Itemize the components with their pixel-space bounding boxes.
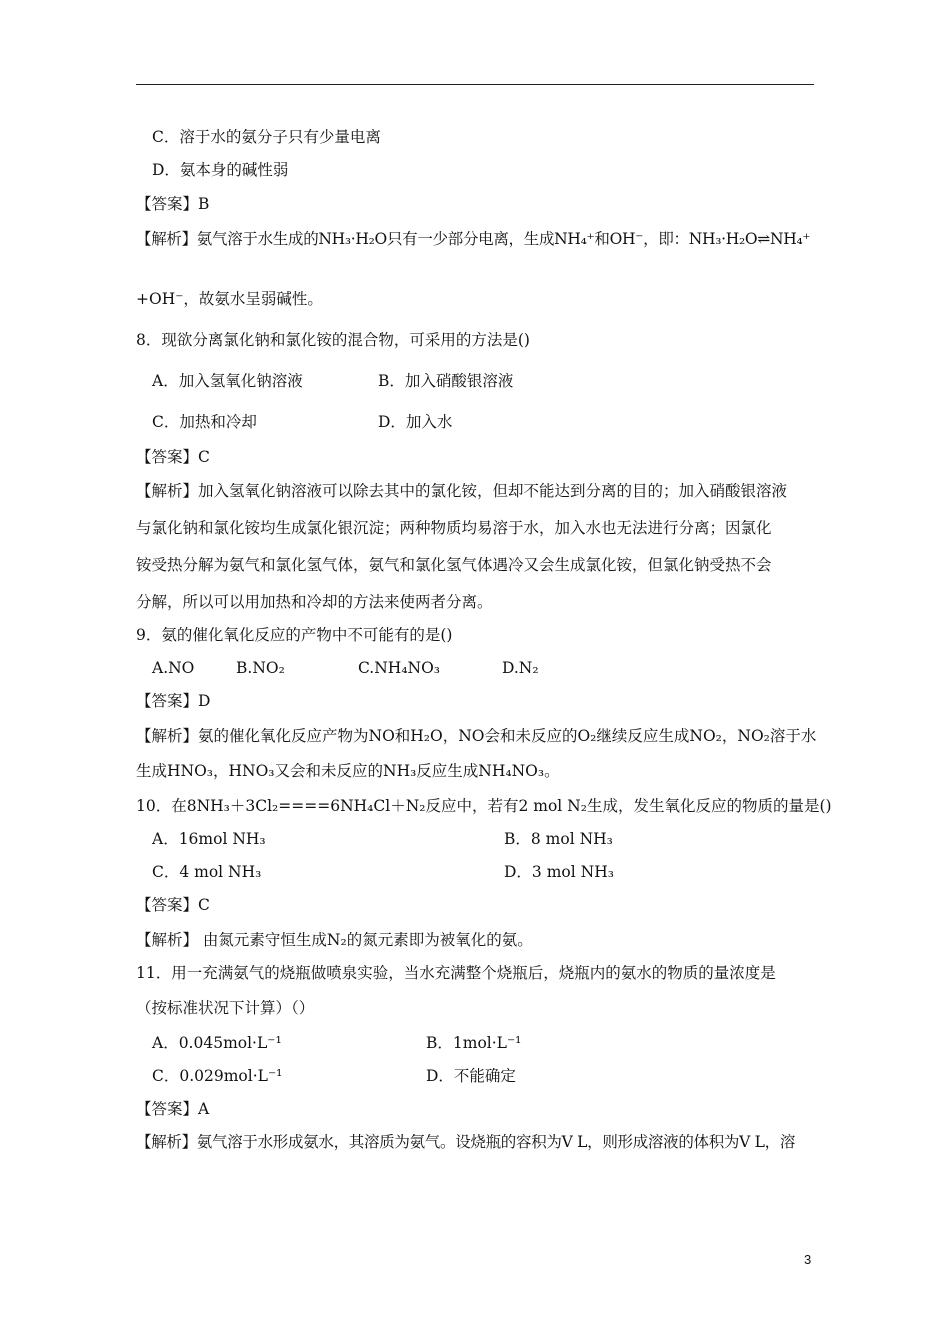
option-c: C.NH₄NO₃ bbox=[358, 659, 441, 677]
options-row bbox=[152, 370, 832, 392]
question-8: 8．现欲分离氯化钠和氯化铵的混合物，可采用的方法是() bbox=[136, 331, 530, 349]
options-row bbox=[152, 1032, 832, 1054]
analysis-line: 生成HNO₃，HNO₃又会和未反应的NH₃反应生成NH₄NO₃。 bbox=[136, 762, 560, 780]
analysis-line: 分解，所以可以用加热和冷却的方法来使两者分离。 bbox=[136, 593, 493, 611]
analysis-line: 【解析】氨的催化氧化反应产物为NO和H₂O，NO会和未反应的O₂继续反应生成NO₂，NO₂溶于水 bbox=[136, 727, 817, 745]
option-a: A．0.045mol·L⁻¹ bbox=[152, 1034, 282, 1052]
header-rule bbox=[136, 84, 814, 85]
question-9: 9．氨的催化氧化反应的产物中不可能有的是() bbox=[136, 626, 453, 644]
analysis-line: 与氯化钠和氯化铵均生成氯化银沉淀；两种物质均易溶于水，加入水也无法进行分离；因氯化 bbox=[136, 519, 772, 537]
analysis-line: 【解析】氨气溶于水生成的NH₃·H₂O只有一少部分电离，生成NH₄⁺和OH⁻，即：NH₃·H₂O⇌NH₄⁺ bbox=[136, 230, 811, 248]
option-b: B．加入硝酸银溶液 bbox=[378, 372, 514, 390]
option-d: D．不能确定 bbox=[426, 1067, 516, 1085]
options-row bbox=[152, 861, 832, 883]
analysis-line: +OH⁻，故氨水呈弱碱性。 bbox=[136, 290, 323, 308]
option-a: A．16mol NH₃ bbox=[152, 830, 266, 848]
option-b: B.NO₂ bbox=[236, 659, 285, 677]
analysis-line: 【解析】 由氮元素守恒生成N₂的氮元素即为被氧化的氨。 bbox=[136, 931, 533, 949]
option-b: B．1mol·L⁻¹ bbox=[426, 1034, 522, 1052]
option-d: D．加入水 bbox=[378, 413, 453, 431]
answer-line: 【答案】C bbox=[136, 896, 210, 914]
answer-line: 【答案】C bbox=[136, 448, 210, 466]
options-row bbox=[152, 411, 832, 433]
option-a: A．加入氢氧化钠溶液 bbox=[152, 372, 303, 390]
question-11-cont: （按标准状况下计算）（） bbox=[136, 999, 315, 1017]
analysis-line: 【解析】加入氢氧化钠溶液可以除去其中的氯化铵，但却不能达到分离的目的；加入硝酸银溶液 bbox=[136, 482, 788, 500]
option-c: C．4 mol NH₃ bbox=[152, 863, 262, 881]
option-d: D．3 mol NH₃ bbox=[504, 863, 614, 881]
answer-line: 【答案】B bbox=[136, 195, 210, 213]
options-row bbox=[152, 828, 832, 850]
answer-line: 【答案】D bbox=[136, 692, 211, 710]
option-line: D．氨本身的碱性弱 bbox=[152, 161, 289, 179]
question-11: 11．用一充满氨气的烧瓶做喷泉实验，当水充满整个烧瓶后，烧瓶内的氨水的物质的量浓度是 bbox=[136, 964, 776, 982]
option-line: C．溶于水的氨分子只有少量电离 bbox=[152, 128, 381, 146]
analysis-line: 铵受热分解为氨气和氯化氢气体，氨气和氯化氢气体遇冷又会生成氯化铵，但氯化钠受热不会 bbox=[136, 556, 772, 574]
option-b: B．8 mol NH₃ bbox=[504, 830, 613, 848]
option-c: C．0.029mol·L⁻¹ bbox=[152, 1067, 283, 1085]
question-10: 10．在8NH₃＋3Cl₂====6NH₄Cl＋N₂反应中，若有2 mol N₂生成，发生氧化反应的物质的量是() bbox=[136, 797, 832, 815]
options-row bbox=[152, 1065, 832, 1087]
option-a: A.NO bbox=[152, 659, 195, 677]
options-row bbox=[152, 657, 832, 679]
answer-line: 【答案】A bbox=[136, 1100, 210, 1118]
page-number: 3 bbox=[804, 1252, 812, 1267]
option-c: C．加热和冷却 bbox=[152, 413, 257, 431]
analysis-line: 【解析】氨气溶于水形成氨水，其溶质为氨气。设烧瓶的容积为V L，则形成溶液的体积为V L，溶 bbox=[136, 1133, 796, 1151]
option-d: D.N₂ bbox=[502, 659, 539, 677]
